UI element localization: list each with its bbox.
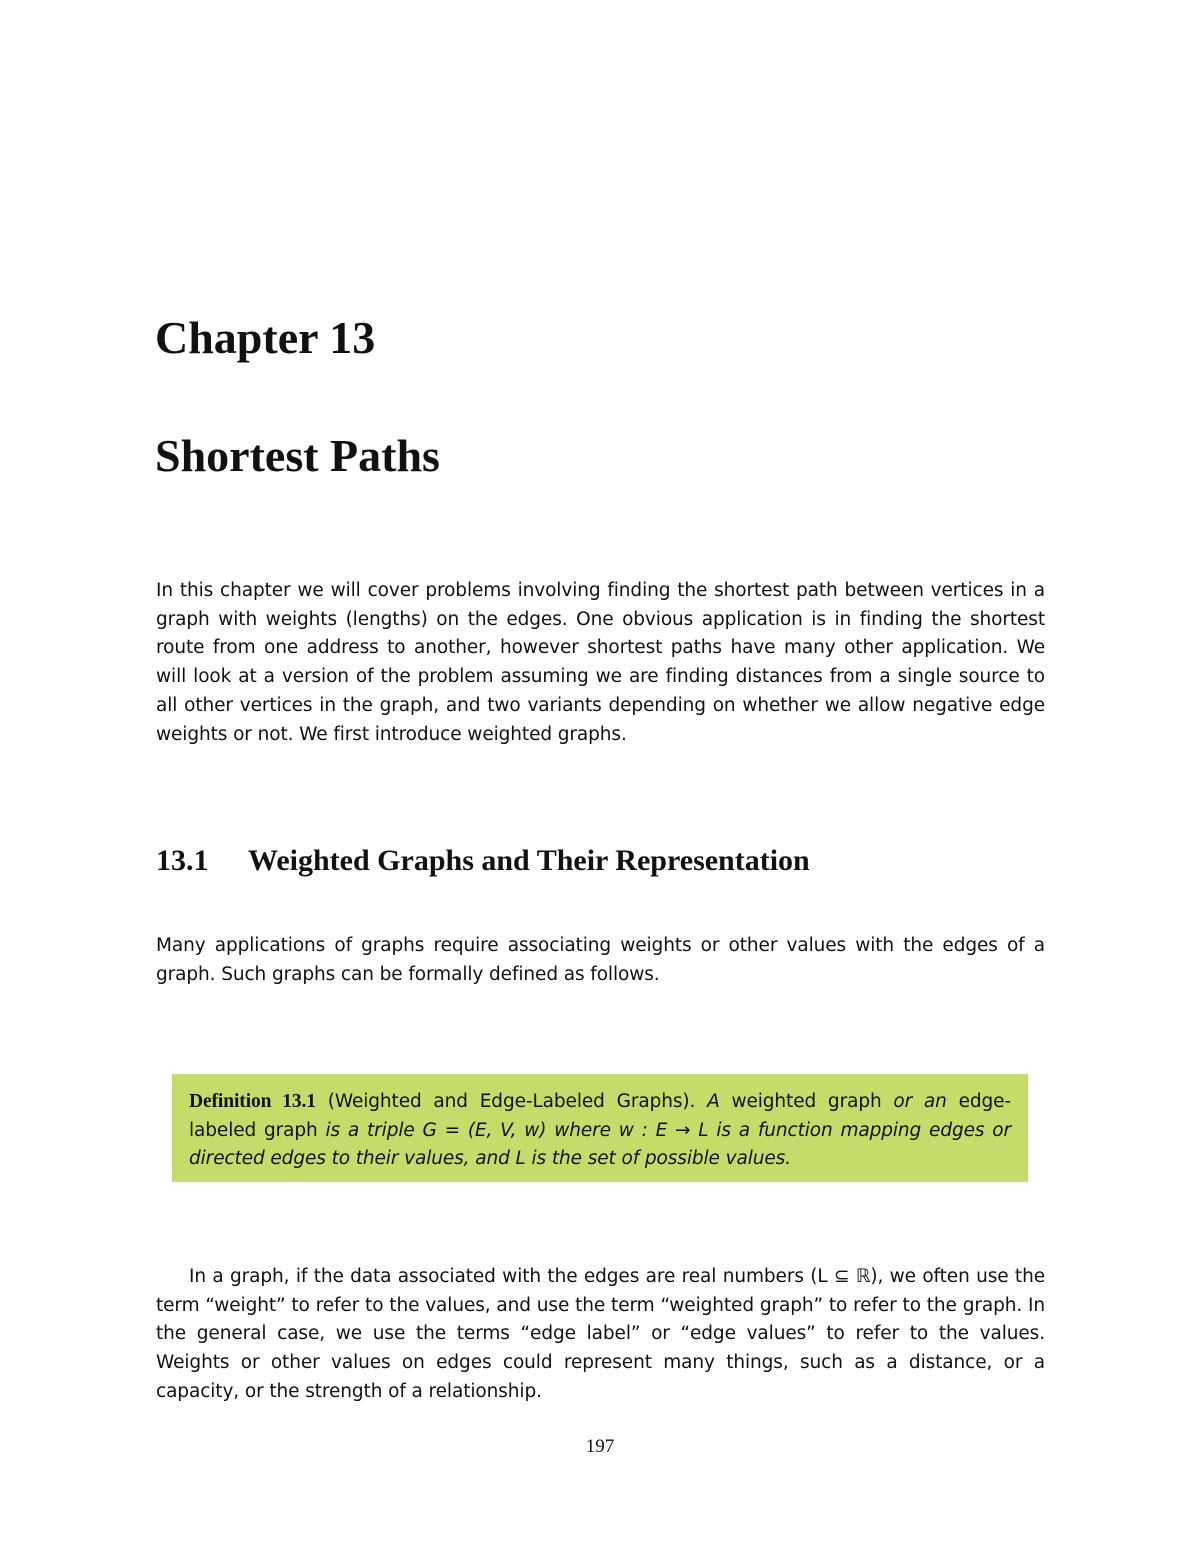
- chapter-intro-paragraph: In this chapter we will cover problems involving finding the shortest path between vertices in a graph with weights (lengths) on the edges. One obvious application is in finding the shortest route from one address to another, however shortest paths have many other application. We will look at a version of the problem assuming we are finding distances from a single source to all other vertices in the graph, and two variants depending on whether we allow negative edge weights or not. We first introduce weighted graphs.: [156, 580, 1045, 745]
- section-heading: [156, 843, 810, 879]
- definition-part-2: or an: [893, 1091, 947, 1112]
- definition-term-edge-labeled-graph: edge-labeled graph: [189, 1091, 1012, 1141]
- section-paragraph-1: Many applications of graphs require associating weights or other values with the edges of a graph. Such graphs can be formally defined as follows.: [156, 935, 1045, 985]
- section-title: Weighted Graphs and Their Representation: [248, 844, 810, 877]
- chapter-title: Shortest Paths: [155, 430, 440, 481]
- chapter-label: Chapter 13: [155, 312, 376, 363]
- section-paragraph-2: In a graph, if the data associated with the edges are real numbers (L ⊆ ℝ), we often use the term “weight” to refer to the values, and use the term “weighted graph” to refer to the graph. In the general case, we use the terms “edge label” or “edge values” to refer to the values. Weights or other values on edges could represent many things, such as a distance, or a capacity, or the strength of a relationship.: [156, 1266, 1045, 1402]
- definition-box: [172, 1074, 1028, 1182]
- page-number: 197: [585, 1436, 615, 1457]
- definition-label: Definition 13.1: [189, 1091, 316, 1112]
- definition-term-weighted-graph: weighted graph: [731, 1091, 882, 1112]
- definition-name: (Weighted and Edge-Labeled Graphs).: [327, 1091, 696, 1112]
- definition-part-3: is a triple G = (E, V, w) where w : E → L is a function mapping edges or directed edges to their values, and L is the set of possible values.: [189, 1119, 1011, 1170]
- definition-text: [189, 1088, 1011, 1174]
- section-number: 13.1: [156, 844, 209, 877]
- definition-part-1: A: [707, 1091, 720, 1112]
